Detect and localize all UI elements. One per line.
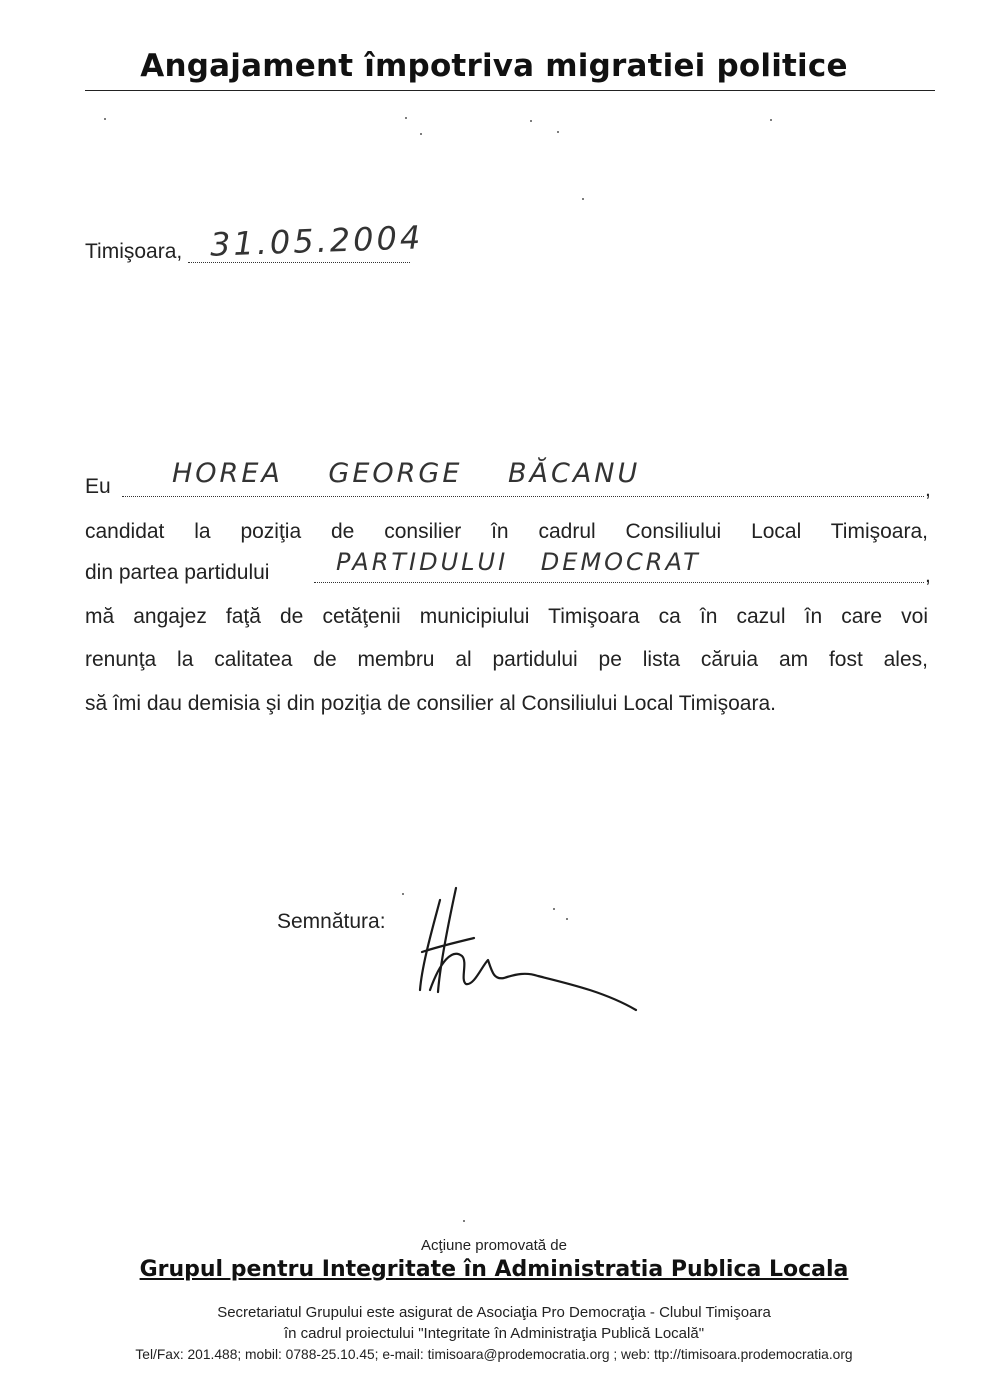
scan-speck bbox=[553, 908, 555, 910]
signature-image bbox=[400, 880, 650, 1020]
title-underline bbox=[85, 90, 935, 91]
party-handwritten: PARTIDULUI DEMOCRAT bbox=[336, 548, 701, 576]
party-comma: , bbox=[925, 564, 931, 587]
scan-speck bbox=[405, 117, 407, 119]
footer-project: în cadrul proiectului "Integritate în Administraţia Publică Locală" bbox=[283, 1325, 705, 1342]
commitment-line-3: să îmi dau demisia şi din poziţia de consilier al Consiliului Local Timişoara. bbox=[85, 692, 776, 715]
place-label: Timişoara, bbox=[85, 240, 183, 263]
scan-speck bbox=[566, 918, 568, 920]
footer-promoted-by: Acţiune promovată de bbox=[421, 1237, 567, 1254]
commitment-line-2: renunţa la calitatea de membru al partidului pe lista căruia am fost ales, bbox=[85, 648, 928, 671]
scan-speck bbox=[582, 198, 584, 200]
footer-secretariat: Secretariatul Grupului este asigurat de Asociaţia Pro Democraţia - Clubul Timişoara bbox=[217, 1304, 771, 1321]
party-dotted-line bbox=[314, 582, 924, 583]
name-handwritten: HOREA GEORGE BĂCANU bbox=[172, 458, 641, 489]
name-comma: , bbox=[925, 478, 931, 501]
party-label: din partea partidului bbox=[85, 561, 270, 584]
scan-speck bbox=[463, 1220, 465, 1222]
scan-speck bbox=[402, 893, 404, 895]
commitment-line-1: mă angajez faţă de cetăţenii municipiului Timişoara ca în cazul în care voi bbox=[85, 605, 928, 628]
footer-group-name: Grupul pentru Integritate în Administratia Publica Locala bbox=[139, 1257, 849, 1282]
name-dotted-line bbox=[122, 496, 924, 497]
scan-speck bbox=[420, 133, 422, 135]
scan-speck bbox=[557, 131, 559, 133]
date-handwritten: 31.05.2004 bbox=[209, 218, 424, 264]
scan-speck bbox=[104, 118, 106, 120]
scan-speck bbox=[530, 120, 532, 122]
document-title: Angajament împotriva migratiei politice bbox=[140, 48, 848, 84]
footer-contact: Tel/Fax: 201.488; mobil: 0788-25.10.45; e-mail: timisoara@prodemocratia.org ; web: ttp://timisoara.prodemocratia.org bbox=[135, 1347, 853, 1362]
eu-label: Eu bbox=[85, 475, 111, 498]
candidate-line: candidat la poziţia de consilier în cadrul Consiliului Local Timişoara, bbox=[85, 520, 928, 543]
signature-label: Semnătura: bbox=[277, 910, 386, 933]
scan-speck bbox=[770, 119, 772, 121]
